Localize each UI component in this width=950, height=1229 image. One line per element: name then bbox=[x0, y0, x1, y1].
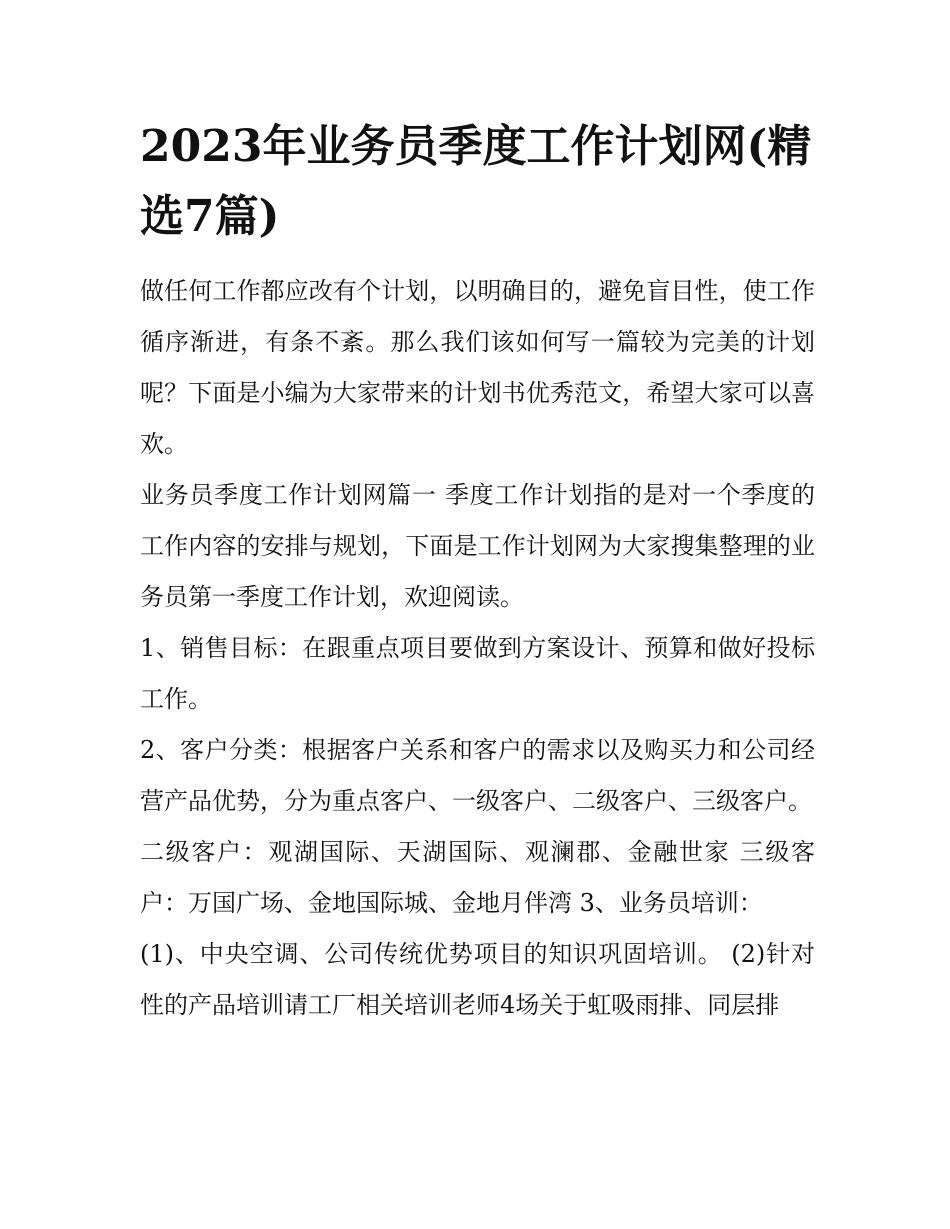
customer-classification-paragraph: 2、客户分类：根据客户关系和客户的需求以及购买力和公司经营产品优势，分为重点客户、一级客户、二级客户、三级客户。 bbox=[140, 736, 815, 815]
section-one-paragraph: 业务员季度工作计划网篇一 季度工作计划指的是对一个季度的工作内容的安排与规划，下面是工作计划网为大家搜集整理的业务员第一季度工作计划，欢迎阅读。 bbox=[140, 481, 815, 611]
document-title: 2023年业务员季度工作计划网(精选7篇) bbox=[140, 121, 812, 242]
sales-target-paragraph: 1、销售目标：在跟重点项目要做到方案设计、预算和做好投标工作。 bbox=[140, 634, 815, 713]
customer-list-paragraph: 二级客户：观湖国际、天湖国际、观澜郡、金融世家 三级客户：万国广场、金地国际城、金地月伴湾 3、业务员培训： bbox=[140, 838, 815, 917]
document-body bbox=[140, 112, 815, 1031]
intro-paragraph: 做任何工作都应改有个计划，以明确目的，避免盲目性，使工作循序渐进，有条不紊。那么我们该如何写一篇较为完美的计划呢？下面是小编为大家带来的计划书优秀范文，希望大家可以喜欢。 bbox=[140, 277, 815, 458]
training-paragraph: (1)、中央空调、公司传统优势项目的知识巩固培训。 (2)针对性的产品培训请工厂相关培训老师4场关于虹吸雨排、同层排 bbox=[140, 940, 815, 1019]
